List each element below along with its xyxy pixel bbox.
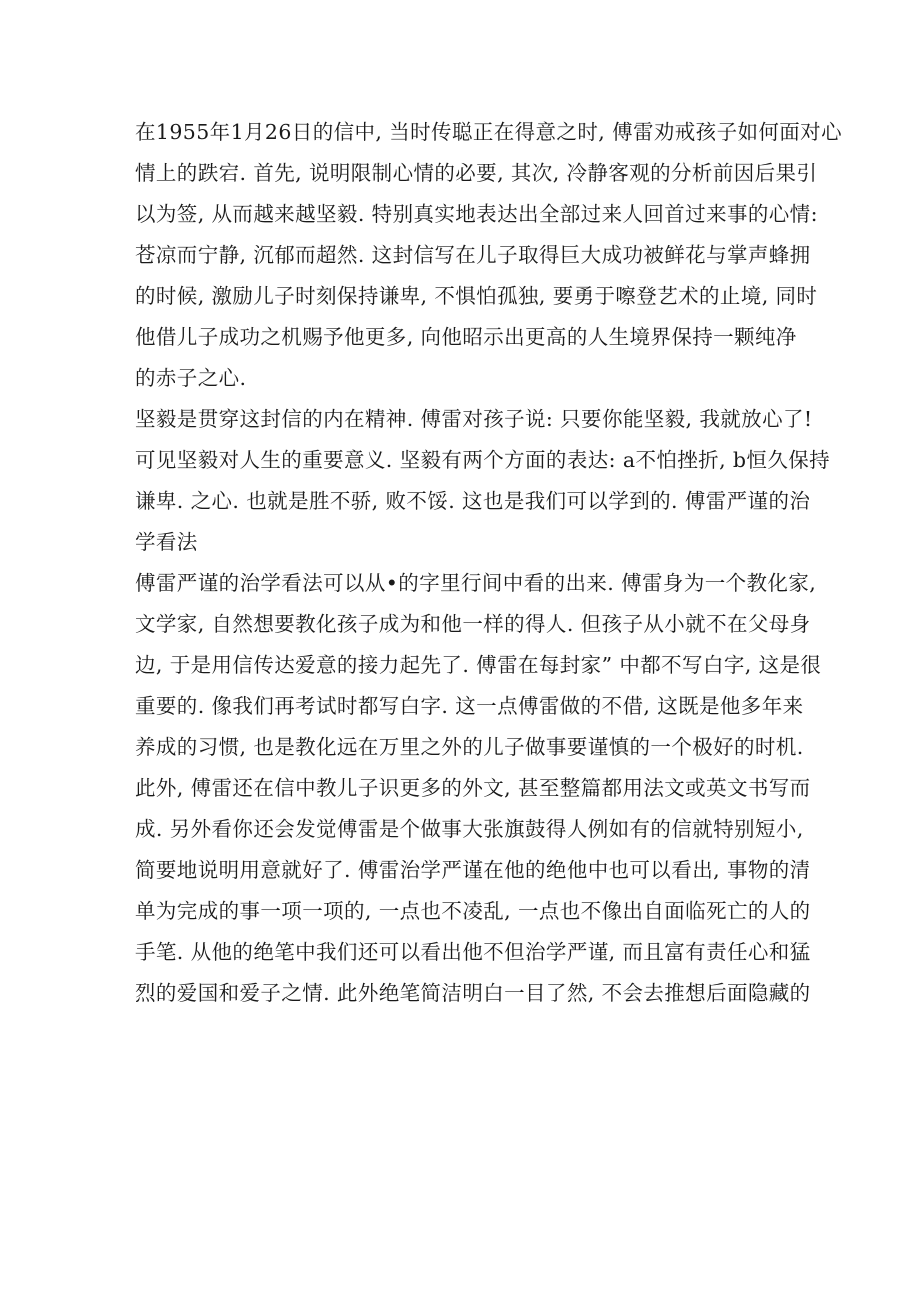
text-line: 的赤子之心. — [135, 366, 247, 390]
text-line: 坚毅是贯穿这封信的内在精神. 傅雷对孩子说: 只要你能坚毅, 我就放心了! — [135, 407, 813, 431]
text-line: 文学家, 自然想要教化孩子成为和他一样的得人. 但孩子从小就不在父母身 — [135, 612, 811, 636]
text-line: 此外, 傅雷还在信中教儿子识更多的外文, 甚至整篇都用法文或英文书写而 — [135, 776, 811, 800]
text-line: 的时候, 激励儿子时刻保持谦卑, 不惧怕孤独, 要勇于嚓登艺术的止境, 同时 — [135, 284, 818, 308]
paragraph — [135, 399, 831, 563]
text-line: 成. 另外看你还会发觉傅雷是个做事大张旗鼓得人例如有的信就特别短小, — [135, 817, 804, 841]
text-line: 以为签, 从而越来越坚毅. 特别真实地表达出全部过来人回首过来事的心情: — [135, 202, 818, 226]
text-line: 单为完成的事一项一项的, 一点也不凌乱, 一点也不像出自面临死亡的人的 — [135, 899, 811, 923]
paragraph — [135, 563, 822, 1014]
text-line: 边, 于是用信传达爱意的接力起先了. 傅雷在每封家” 中都不写白字, 这是很 — [135, 653, 822, 677]
text-line: 傅雷严谨的治学看法可以从•的字里行间中看的出来. 傅雷身为一个教化家, — [135, 571, 817, 595]
text-line: 手笔. 从他的绝笔中我们还可以看出他不但治学严谨, 而且富有责任心和猛 — [135, 940, 811, 964]
text-line: 可见坚毅对人生的重要意义. 坚毅有两个方面的表达: a不怕挫折, b恒久保持 — [135, 448, 831, 472]
text-line: 谦卑. 之心. 也就是胜不骄, 败不馁. 这也是我们可以学到的. 傅雷严谨的治 — [135, 489, 811, 513]
document-body — [135, 112, 842, 1014]
text-line: 情上的跌宕. 首先, 说明限制心情的必要, 其次, 冷静客观的分析前因后果引 — [135, 161, 818, 185]
text-line: 简要地说明用意就好了. 傅雷治学严谨在他的绝他中也可以看出, 事物的清 — [135, 858, 811, 882]
text-line: 烈的爱国和爱子之情. 此外绝笔简洁明白一目了然, 不会去推想后面隐藏的 — [135, 981, 811, 1005]
text-line: 学看法 — [135, 530, 198, 554]
text-line: 养成的习惯, 也是教化远在万里之外的儿子做事要谨慎的一个极好的时机. — [135, 735, 804, 759]
text-line: 他借儿子成功之机赐予他更多, 向他昭示出更高的人生境界保持一颗纯净 — [135, 325, 797, 349]
paragraph — [135, 112, 842, 399]
text-line: 重要的. 像我们再考试时都写白字. 这一点傅雷做的不借, 这既是他多年来 — [135, 694, 804, 718]
text-line: 苍凉而宁静, 沉郁而超然. 这封信写在儿子取得巨大成功被鲜花与掌声蜂拥 — [135, 243, 811, 267]
text-line: 在1955年1月26日的信中, 当时传聪正在得意之时, 傅雷劝戒孩子如何面对心 — [135, 120, 842, 144]
